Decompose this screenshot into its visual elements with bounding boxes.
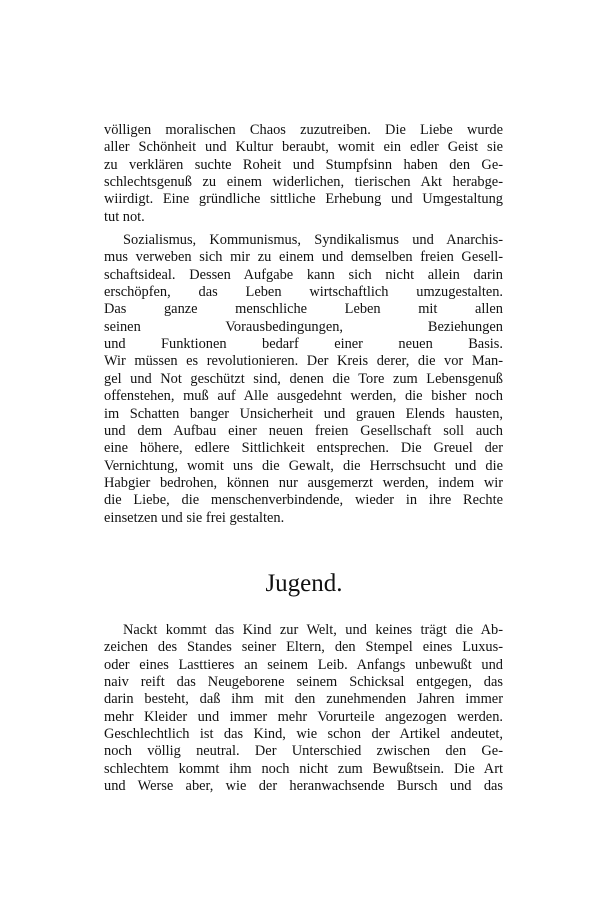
- section-jugend-text: [104, 622, 503, 795]
- section-top-text: [104, 122, 503, 527]
- text-line: zeichen des Standes seiner Eltern, den Stempel eines Luxus-: [104, 639, 503, 656]
- text-line: oder eines Lasttieres an seinem Leib. Anfangs unbewußt und: [104, 656, 503, 673]
- text-line: schlechtsgenuß zu einem widerlichen, tierischen Akt herabge-: [104, 174, 503, 191]
- text-line: Nackt kommt das Kind zur Welt, und keines trägt die Ab-: [123, 622, 503, 638]
- text-line: mus verweben sich mir zu einem und demselben freien Gesell-: [104, 249, 503, 266]
- section-heading: Jugend.: [265, 570, 343, 597]
- text-line: gel und Not geschützt sind, denen die Tore zum Lebensgenuß: [104, 370, 503, 387]
- text-line: völligen moralischen Chaos zuzutreiben. Die Liebe wurde: [104, 122, 503, 138]
- text-line: eine höhere, edlere Sittlichkeit entsprechen. Die Greuel der: [104, 440, 503, 457]
- paragraph: [104, 122, 503, 226]
- text-line: Habgier bedrohen, können nur ausgemerzt werden, indem wir: [104, 474, 503, 491]
- text-line: und Werse aber, wie der heranwachsende Bursch und das: [104, 778, 503, 795]
- text-line: seinen Vorausbedingungen, Beziehungen: [104, 318, 503, 335]
- text-line: mehr Kleider und immer mehr Vorurteile angezogen werden.: [104, 708, 503, 725]
- text-line: Das ganze menschliche Leben mit allen: [104, 301, 503, 318]
- text-line: darin besteht, daß ihm mit den zunehmenden Jahren immer: [104, 691, 503, 708]
- paragraph: [104, 622, 503, 795]
- text-line: schaftsideal. Dessen Aufgabe kann sich nicht allein darin: [104, 266, 503, 283]
- text-line: wiirdigt. Eine gründliche sittliche Erhebung und Umgestaltung: [104, 191, 503, 208]
- text-line: die Liebe, die menschenverbindende, wieder in ihre Rechte: [104, 492, 503, 509]
- text-line: und Funktionen bedarf einer neuen Basis.: [104, 336, 503, 353]
- text-line: naiv reift das Neugeborene seinem Schicksal entgegen, das: [104, 674, 503, 691]
- text-line: schlechtem kommt ihm noch nicht zum Bewußtsein. Die Art: [104, 760, 503, 777]
- text-line: aller Schönheit und Kultur beraubt, womit ein edler Geist sie: [104, 139, 503, 156]
- text-line: einsetzen und sie frei gestalten.: [104, 509, 285, 526]
- text-line: offenstehen, muß auf Alle ausgedehnt werden, die bisher noch: [104, 388, 503, 405]
- paragraph: [104, 232, 503, 527]
- text-line: und dem Aufbau einer neuen freien Gesellschaft soll auch: [104, 422, 503, 439]
- text-line: Wir müssen es revolutionieren. Der Kreis derer, die vor Man-: [104, 353, 503, 370]
- text-line: noch völlig neutral. Der Unterschied zwischen den Ge-: [104, 743, 503, 760]
- text-line: Geschlechtlich ist das Kind, wie schon der Artikel andeutet,: [104, 726, 503, 743]
- text-line: tut not.: [104, 208, 145, 225]
- text-line: Vernichtung, womit uns die Gewalt, die Herrschsucht und die: [104, 457, 503, 474]
- text-line: Sozialismus, Kommunismus, Syndikalismus und Anarchis-: [123, 232, 503, 249]
- text-line: erschöpfen, das Leben wirtschaftlich umzugestalten.: [104, 284, 503, 301]
- text-line: zu verklären suchte Roheit und Stumpfsinn haben den Ge-: [104, 156, 503, 173]
- text-line: im Schatten banger Unsicherheit und grauen Elends hausten,: [104, 405, 503, 422]
